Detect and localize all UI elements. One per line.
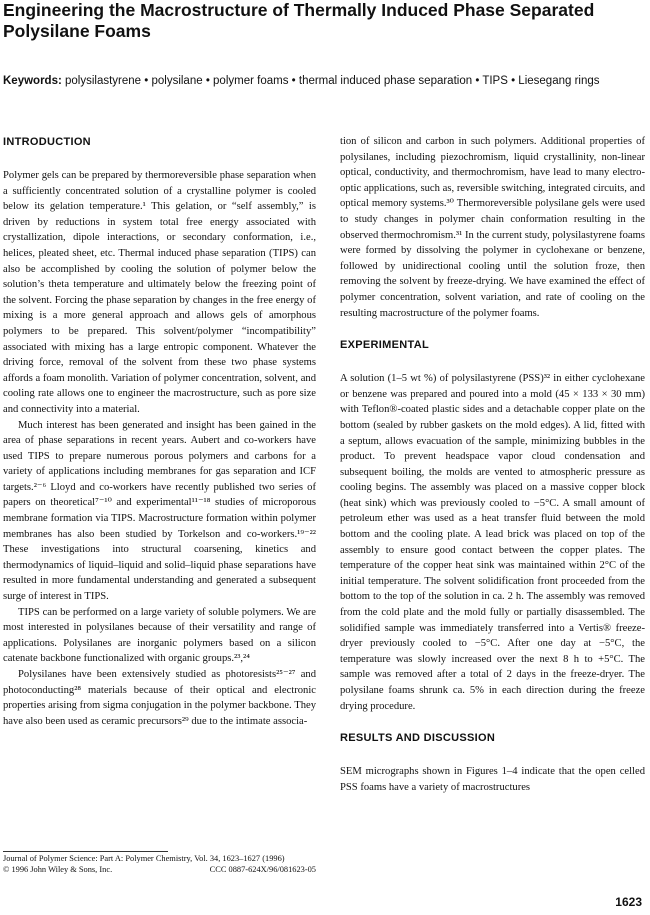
ccc-code: CCC 0887-624X/96/081623-05 (209, 865, 316, 874)
right-column (340, 134, 645, 795)
paragraph: Polysilanes have been extensively studied as photoresists²⁵⁻²⁷ and photoconducting²⁸ materials because of their optical and electronic properties arising from sigma conjugation in the polymer backbone. They have also been used as ceramic precursors²⁹ due to the intimate associa- (3, 669, 316, 727)
keywords-text: polysilastyrene • polysilane • polymer foams • thermal induced phase separation • TIPS • Liesegang rings (65, 75, 600, 87)
section-heading: INTRODUCTION (3, 136, 91, 148)
copyright: © 1996 John Wiley & Sons, Inc. (3, 865, 113, 874)
paragraph: tion of silicon and carbon in such polymers. Additional properties of polysilanes, including piezochromism, liquid crystallinity, non-linear optical, conductivity, and thermochromism, have lead to many electro-optic applications, such as, reversible switching, integrated circuits, and optical memory systems.³⁰ Thermoreversible polysilane gels were used to study changes in polymer chain conformation resulting in the observed thermochromism.³¹ In the current study, polysilastyrene foams were formed by dissolving the polymer in cyclohexane or benzene, followed by unidirectional cooling until the solution froze, then removing the solvent by freeze-drying. We have examined the effect of polymer concentration, solvent variation, and rate of cooling on the resulting macrostructure of the polymer foams. (340, 136, 645, 319)
page-number: 1623 (615, 895, 642, 909)
footer (3, 853, 316, 875)
section-heading: EXPERIMENTAL (340, 339, 429, 352)
journal-citation: Journal of Polymer Science: Part A: Polymer Chemistry, Vol. 34, 1623–1627 (1996) (3, 854, 285, 863)
paragraph: TIPS can be performed on a large variety of soluble polymers. We are most interested in polysilanes because of their versatility and range of applications. Polysilanes are inorganic polymers based on a silicon catenate backbone functionalized with organic groups.²³,²⁴ (3, 606, 316, 665)
left-column (3, 134, 316, 729)
section-heading: RESULTS AND DISCUSSION (340, 732, 496, 745)
paragraph: Polymer gels can be prepared by thermoreversible phase separation when a sufficiently concentrated solution of a crystalline polymer is cooled below its gelation temperature.¹ This gelation, or “self assembly,” is driven by reductions in system total free energy associated with crystallization, dipole interactions, or secondary conformation, i.e., helices, pleated sheet, etc. Thermal induced phase separation (TIPS) can also be accomplished by cooling the solution of polymer below the solution’s theta temperature and ultimately below the freezing point of the solvent. Forcing the phase separation by changes in the free energy of mixing is a more general approach and allows gels of amorphous polymers to be prepared. This solvent/polymer “incompatibility” associated with mixing has a large entropic component. Whatever the driving force, removal of the solvent from these two phase systems affords a foam monolith. Variation of polymer concentration, solvent, and cooling rate allows one to engineer the macrostructure, such as pore size and connectivity into a material. (3, 170, 316, 415)
footer-rule (3, 851, 168, 852)
paragraph: Much interest has been generated and insight has been gained in the area of phase separations in recent years. Aubert and co-workers have used TIPS to prepare numerous porous polymers and carbons for a variety of applications including membranes for gas separation and ICF targets.²⁻⁶ Lloyd and co-workers have recently published two series of papers on theoretical⁷⁻¹⁰ and experimental¹¹⁻¹⁸ studies of microporous membrane formation via TIPS. Macrostructure formation within polymer membranes has also been studied by Torkelson and co-workers.¹⁹⁻²² These investigations into structural coarsening, kinetics and thermodynamics of liquid–liquid and solid–liquid phase separations have resulted in more fundamental understanding and generated a subsequent surge of interest in TIPS. (3, 419, 316, 603)
keywords-label: Keywords: (3, 75, 62, 87)
article-title: Engineering the Macrostructure of Thermally Induced Phase Separated Polysilane Foams (3, 0, 595, 41)
section-gap (340, 714, 645, 730)
paragraph: A solution (1–5 wt %) of polysilastyrene (PSS)³² in either cyclohexane or benzene was prepared and poured into a mold (45 × 133 × 30 mm) with Teflon®-coated plastic sides and a detachable copper plate on the bottom (sealed by rubber gaskets on the mold edges). A lid, fitted with a septum, allows evacuation of the sample, minimizing bubbles in the product. To prevent headspace vapor cloud condensation and subsequent boiling, the molds are vented to atmospheric pressure as cooling begins. The assembly was placed on a massive copper block (heat sink) which was previously cooled to −5°C. A small amount of petroleum ether was used as a heat transfer fluid between the mold bottom and the cooling plate. A lead brick was placed on top of the assembly to ensure good contact between the copper plates. The temperature of the copper heat sink was maintained within 2°C of the initial temperature. The solvent solidification front proceeded from the bottom to the top of the solution in ca. 2 h. The assembly was removed from the cold plate and the mold fully or partially disassembled. The solidified sample was immediately transferred into a Vertis® freeze-dryer previously cooled to −5°C. After one day at −5°C, the temperature was slowly increased over the next 8 h to +5°C. The sample was removed after a total of 2 days in the freeze-dryer. The polysilane foams shrunk ca. 5% in each direction during the freeze drying procedure. (340, 373, 645, 712)
keywords (3, 73, 643, 90)
paragraph: SEM micrographs shown in Figures 1–4 indicate that the open celled PSS foams have a variety of macrostructures (340, 766, 645, 793)
section-gap (340, 321, 645, 337)
